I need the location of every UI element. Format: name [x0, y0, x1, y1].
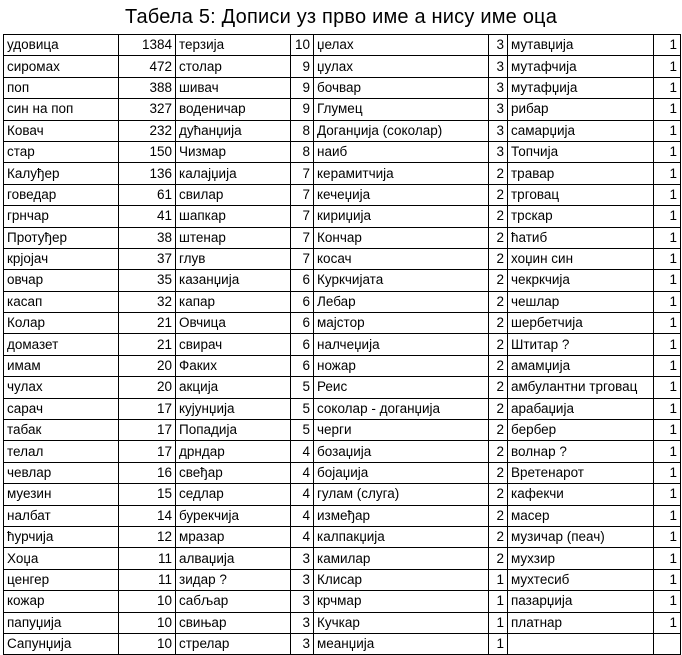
table-row [4, 35, 681, 56]
word-cell: налчеџија [314, 334, 489, 355]
count-cell: 3 [489, 120, 508, 141]
count-cell: 3 [489, 77, 508, 98]
word-cell: ножар [314, 355, 489, 376]
word-cell: џелах [314, 35, 489, 56]
word-cell: акција [176, 377, 291, 398]
word-cell: музичар (пеач) [508, 526, 654, 547]
table-row [4, 569, 681, 590]
count-cell: 3 [489, 35, 508, 56]
word-cell: столар [176, 56, 291, 77]
count-cell: 15 [119, 484, 176, 505]
word-cell: мајстор [314, 313, 489, 334]
count-cell: 1 [654, 612, 681, 633]
word-cell: бочвар [314, 77, 489, 98]
table-row [4, 484, 681, 505]
word-cell: Штитар ? [508, 334, 654, 355]
word-cell: Кончар [314, 227, 489, 248]
table-row [4, 526, 681, 547]
count-cell: 1 [654, 569, 681, 590]
word-cell: кечеџија [314, 184, 489, 205]
count-cell: 1 [654, 184, 681, 205]
count-cell: 4 [291, 484, 314, 505]
count-cell: 232 [119, 120, 176, 141]
word-cell: чевлар [4, 462, 119, 483]
table-body [4, 35, 681, 655]
table-row [4, 334, 681, 355]
word-cell: самарџија [508, 120, 654, 141]
word-cell: соколар - доганџија [314, 398, 489, 419]
word-cell: касап [4, 291, 119, 312]
word-cell: бозаџија [314, 441, 489, 462]
word-cell: свеђар [176, 462, 291, 483]
word-cell: овчар [4, 270, 119, 291]
count-cell [654, 633, 681, 654]
table-row [4, 633, 681, 654]
word-cell: домазет [4, 334, 119, 355]
word-cell: кожар [4, 591, 119, 612]
word-cell: Куркчијата [314, 270, 489, 291]
table-row [4, 505, 681, 526]
count-cell: 32 [119, 291, 176, 312]
word-cell: Топчија [508, 141, 654, 162]
table-row [4, 77, 681, 98]
word-cell: дућанџија [176, 120, 291, 141]
table-row [4, 355, 681, 376]
count-cell: 1 [654, 334, 681, 355]
word-cell: табак [4, 420, 119, 441]
count-cell: 1 [654, 206, 681, 227]
word-cell: имам [4, 355, 119, 376]
word-cell: Реис [314, 377, 489, 398]
count-cell: 7 [291, 248, 314, 269]
word-cell: Калуђер [4, 163, 119, 184]
table-row [4, 377, 681, 398]
word-cell: зидар ? [176, 569, 291, 590]
word-cell: амамџија [508, 355, 654, 376]
word-cell: бербер [508, 420, 654, 441]
count-cell: 20 [119, 355, 176, 376]
table-row [4, 248, 681, 269]
count-cell: 1 [654, 77, 681, 98]
word-cell: телал [4, 441, 119, 462]
word-cell: Колар [4, 313, 119, 334]
word-cell: бојаџија [314, 462, 489, 483]
count-cell: 388 [119, 77, 176, 98]
count-cell: 2 [489, 355, 508, 376]
count-cell: 2 [489, 227, 508, 248]
word-cell: мутафџија [508, 77, 654, 98]
table-row [4, 441, 681, 462]
word-cell: наиб [314, 141, 489, 162]
count-cell: 6 [291, 291, 314, 312]
count-cell: 1 [654, 420, 681, 441]
table-row [4, 398, 681, 419]
table-row [4, 184, 681, 205]
count-cell: 1 [654, 270, 681, 291]
count-cell: 1 [654, 441, 681, 462]
count-cell: 41 [119, 206, 176, 227]
word-cell: Попадија [176, 420, 291, 441]
count-cell: 2 [489, 313, 508, 334]
count-cell: 38 [119, 227, 176, 248]
word-cell: кафекчи [508, 484, 654, 505]
table-row [4, 141, 681, 162]
word-cell: грнчар [4, 206, 119, 227]
count-cell: 2 [489, 291, 508, 312]
count-cell: 5 [291, 420, 314, 441]
count-cell: 2 [489, 334, 508, 355]
word-cell: терзија [176, 35, 291, 56]
word-cell: Овчица [176, 313, 291, 334]
count-cell: 1 [654, 227, 681, 248]
count-cell: 2 [489, 505, 508, 526]
word-cell: калпакџија [314, 526, 489, 547]
word-cell: Ковач [4, 120, 119, 141]
count-cell: 2 [489, 248, 508, 269]
count-cell: 9 [291, 77, 314, 98]
count-cell: 8 [291, 141, 314, 162]
word-cell: мухзир [508, 548, 654, 569]
word-cell: стрелар [176, 633, 291, 654]
count-cell: 10 [119, 612, 176, 633]
count-cell: 11 [119, 569, 176, 590]
word-cell: шапкар [176, 206, 291, 227]
word-cell: керамитчија [314, 163, 489, 184]
word-cell: Чизмар [176, 141, 291, 162]
word-cell: ћурчија [4, 526, 119, 547]
count-cell: 3 [291, 633, 314, 654]
word-cell: свилар [176, 184, 291, 205]
count-cell: 21 [119, 313, 176, 334]
count-cell: 7 [291, 206, 314, 227]
count-cell: 37 [119, 248, 176, 269]
count-cell: 1 [654, 526, 681, 547]
count-cell: 5 [291, 398, 314, 419]
word-cell: крјојач [4, 248, 119, 269]
count-cell: 1 [654, 120, 681, 141]
count-cell: 1 [654, 377, 681, 398]
count-cell: 4 [291, 526, 314, 547]
count-cell: 2 [489, 398, 508, 419]
count-cell: 150 [119, 141, 176, 162]
count-cell: 1 [489, 612, 508, 633]
word-cell: измеђар [314, 505, 489, 526]
count-cell: 3 [489, 56, 508, 77]
word-cell: шивач [176, 77, 291, 98]
count-cell: 6 [291, 355, 314, 376]
count-cell: 35 [119, 270, 176, 291]
table-title: Табела 5: Дописи уз прво име а нису име оца [124, 6, 558, 28]
word-cell: ћатиб [508, 227, 654, 248]
count-cell: 7 [291, 227, 314, 248]
count-cell: 4 [291, 441, 314, 462]
count-cell: 1384 [119, 35, 176, 56]
word-cell: стар [4, 141, 119, 162]
word-cell: чешлар [508, 291, 654, 312]
word-cell: калајџија [176, 163, 291, 184]
occupation-table [3, 34, 681, 655]
word-cell: папуџија [4, 612, 119, 633]
table-row [4, 313, 681, 334]
table-row [4, 548, 681, 569]
count-cell: 2 [489, 184, 508, 205]
count-cell: 2 [489, 206, 508, 227]
count-cell: 21 [119, 334, 176, 355]
word-cell: меанџија [314, 633, 489, 654]
word-cell: алваџија [176, 548, 291, 569]
word-cell: Лебар [314, 291, 489, 312]
table-row [4, 291, 681, 312]
count-cell: 472 [119, 56, 176, 77]
count-cell: 17 [119, 441, 176, 462]
count-cell: 1 [654, 248, 681, 269]
word-cell: мразар [176, 526, 291, 547]
word-cell [508, 633, 654, 654]
table-row [4, 270, 681, 291]
table-row [4, 420, 681, 441]
word-cell: глув [176, 248, 291, 269]
word-cell: Хоџа [4, 548, 119, 569]
word-cell: арабаџија [508, 398, 654, 419]
word-cell: масер [508, 505, 654, 526]
count-cell: 17 [119, 420, 176, 441]
word-cell: џулах [314, 56, 489, 77]
count-cell: 2 [489, 548, 508, 569]
table-row [4, 462, 681, 483]
word-cell: Кучкар [314, 612, 489, 633]
word-cell: чекркчија [508, 270, 654, 291]
word-cell: трговац [508, 184, 654, 205]
count-cell: 7 [291, 163, 314, 184]
word-cell: косач [314, 248, 489, 269]
count-cell: 1 [654, 505, 681, 526]
count-cell: 12 [119, 526, 176, 547]
count-cell: 4 [291, 505, 314, 526]
count-cell: 9 [291, 56, 314, 77]
word-cell: Клисар [314, 569, 489, 590]
count-cell: 4 [291, 462, 314, 483]
word-cell: травар [508, 163, 654, 184]
count-cell: 1 [654, 291, 681, 312]
word-cell: пазарџија [508, 591, 654, 612]
count-cell: 3 [291, 548, 314, 569]
word-cell: платнар [508, 612, 654, 633]
count-cell: 9 [291, 99, 314, 120]
count-cell: 1 [654, 163, 681, 184]
word-cell: Доганџија (соколар) [314, 120, 489, 141]
word-cell: муезин [4, 484, 119, 505]
count-cell: 327 [119, 99, 176, 120]
count-cell: 7 [291, 184, 314, 205]
count-cell: 6 [291, 313, 314, 334]
word-cell: свирач [176, 334, 291, 355]
word-cell: поп [4, 77, 119, 98]
count-cell: 11 [119, 548, 176, 569]
count-cell: 10 [291, 35, 314, 56]
count-cell: 2 [489, 270, 508, 291]
count-cell: 1 [654, 99, 681, 120]
table-row [4, 120, 681, 141]
word-cell: трскар [508, 206, 654, 227]
word-cell: капар [176, 291, 291, 312]
word-cell: штенар [176, 227, 291, 248]
word-cell: Факих [176, 355, 291, 376]
count-cell: 1 [654, 141, 681, 162]
word-cell: седлар [176, 484, 291, 505]
word-cell: Сапунџија [4, 633, 119, 654]
table-row [4, 612, 681, 633]
word-cell: Вретенарот [508, 462, 654, 483]
count-cell: 2 [489, 462, 508, 483]
count-cell: 1 [489, 569, 508, 590]
count-cell: 16 [119, 462, 176, 483]
count-cell: 1 [489, 633, 508, 654]
word-cell: крчмар [314, 591, 489, 612]
word-cell: гулам (слуга) [314, 484, 489, 505]
count-cell: 1 [654, 355, 681, 376]
count-cell: 1 [654, 313, 681, 334]
count-cell: 3 [489, 141, 508, 162]
word-cell: чулах [4, 377, 119, 398]
word-cell: ценгер [4, 569, 119, 590]
count-cell: 136 [119, 163, 176, 184]
count-cell: 61 [119, 184, 176, 205]
table-row [4, 163, 681, 184]
word-cell: налбат [4, 505, 119, 526]
count-cell: 6 [291, 334, 314, 355]
count-cell: 2 [489, 484, 508, 505]
word-cell: сабљар [176, 591, 291, 612]
count-cell: 3 [489, 99, 508, 120]
count-cell: 10 [119, 591, 176, 612]
count-cell: 10 [119, 633, 176, 654]
count-cell: 1 [654, 462, 681, 483]
word-cell: мухтесиб [508, 569, 654, 590]
count-cell: 1 [654, 56, 681, 77]
table-row [4, 227, 681, 248]
word-cell: кириџија [314, 206, 489, 227]
count-cell: 2 [489, 163, 508, 184]
count-cell: 17 [119, 398, 176, 419]
count-cell: 1 [654, 591, 681, 612]
word-cell: бурекчија [176, 505, 291, 526]
word-cell: Протуђер [4, 227, 119, 248]
count-cell: 3 [291, 612, 314, 633]
count-cell: 2 [489, 377, 508, 398]
word-cell: говедар [4, 184, 119, 205]
count-cell: 2 [489, 420, 508, 441]
table-row [4, 206, 681, 227]
word-cell: Глумец [314, 99, 489, 120]
word-cell: камилар [314, 548, 489, 569]
count-cell: 1 [654, 35, 681, 56]
word-cell: шербетчија [508, 313, 654, 334]
count-cell: 1 [654, 548, 681, 569]
count-cell: 1 [489, 591, 508, 612]
count-cell: 8 [291, 120, 314, 141]
word-cell: сарач [4, 398, 119, 419]
count-cell: 14 [119, 505, 176, 526]
count-cell: 6 [291, 270, 314, 291]
word-cell: хоџин син [508, 248, 654, 269]
count-cell: 3 [291, 569, 314, 590]
word-cell: рибар [508, 99, 654, 120]
word-cell: мутавџија [508, 35, 654, 56]
word-cell: волнар ? [508, 441, 654, 462]
count-cell: 20 [119, 377, 176, 398]
word-cell: сиромах [4, 56, 119, 77]
count-cell: 1 [654, 398, 681, 419]
word-cell: дрндар [176, 441, 291, 462]
table-row [4, 591, 681, 612]
count-cell: 5 [291, 377, 314, 398]
word-cell: удовица [4, 35, 119, 56]
word-cell: казанџија [176, 270, 291, 291]
word-cell: кујунџија [176, 398, 291, 419]
count-cell: 3 [291, 591, 314, 612]
word-cell: мутафчија [508, 56, 654, 77]
word-cell: свињар [176, 612, 291, 633]
count-cell: 2 [489, 526, 508, 547]
table-row [4, 99, 681, 120]
word-cell: черги [314, 420, 489, 441]
table-row [4, 56, 681, 77]
count-cell: 2 [489, 441, 508, 462]
word-cell: амбулантни трговац [508, 377, 654, 398]
count-cell: 1 [654, 484, 681, 505]
word-cell: син на поп [4, 99, 119, 120]
word-cell: воденичар [176, 99, 291, 120]
